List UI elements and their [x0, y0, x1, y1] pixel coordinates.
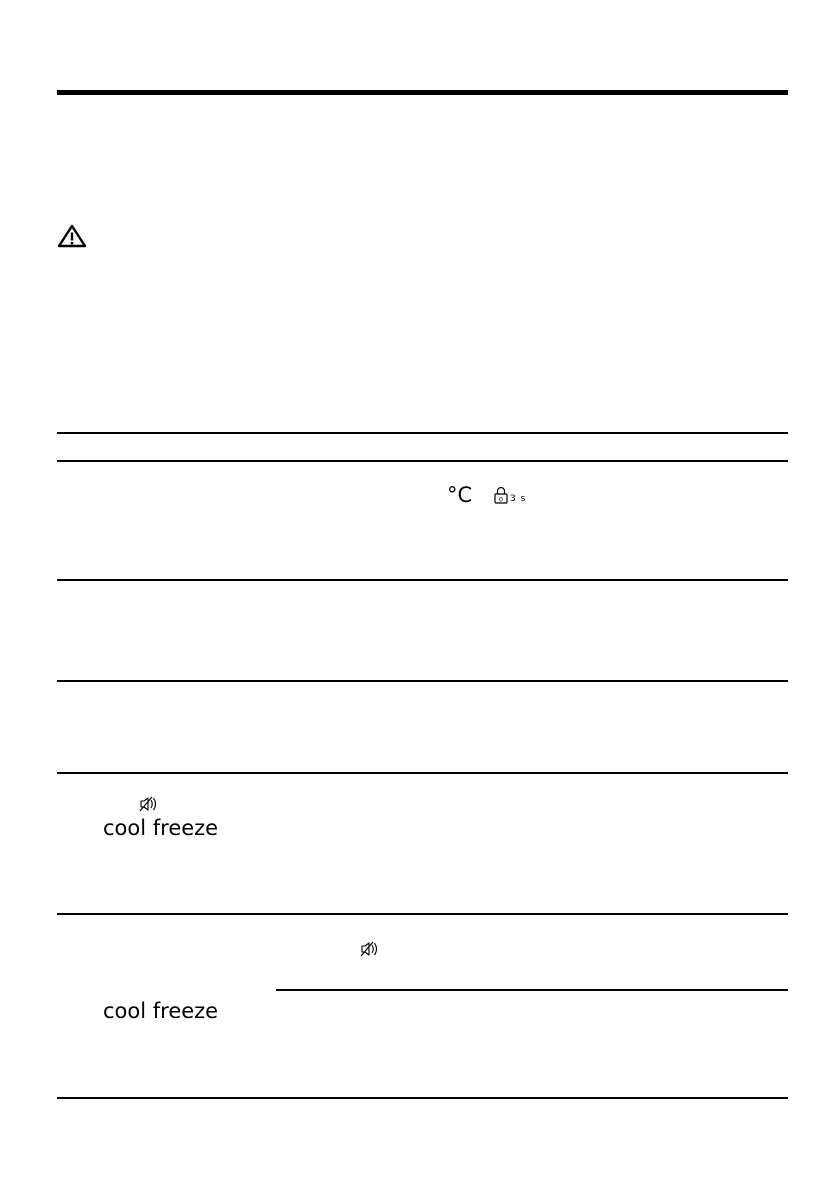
header-rule	[57, 90, 788, 95]
cool-freeze-label: cool freeze	[103, 816, 219, 840]
celsius-unit-symbol: °C	[447, 483, 473, 507]
cool-freeze-label: cool freeze	[103, 999, 219, 1023]
table-header-rule	[57, 460, 788, 462]
warning-triangle-icon	[57, 224, 87, 248]
table-row-divider	[57, 680, 788, 682]
table-row-divider	[57, 772, 788, 774]
table-subrow-divider	[276, 989, 788, 991]
alarm-off-icon	[360, 941, 380, 957]
table-row-divider	[57, 579, 788, 581]
alarm-off-icon	[139, 796, 159, 812]
lock-duration-label: 3 s	[510, 494, 527, 504]
lock-3s-symbol	[494, 486, 528, 506]
lock-icon	[494, 486, 508, 504]
table-top-rule	[57, 432, 788, 434]
table-bottom-rule	[57, 1097, 788, 1099]
svg-text:0: 0	[498, 495, 504, 504]
table-row-divider	[57, 913, 788, 915]
